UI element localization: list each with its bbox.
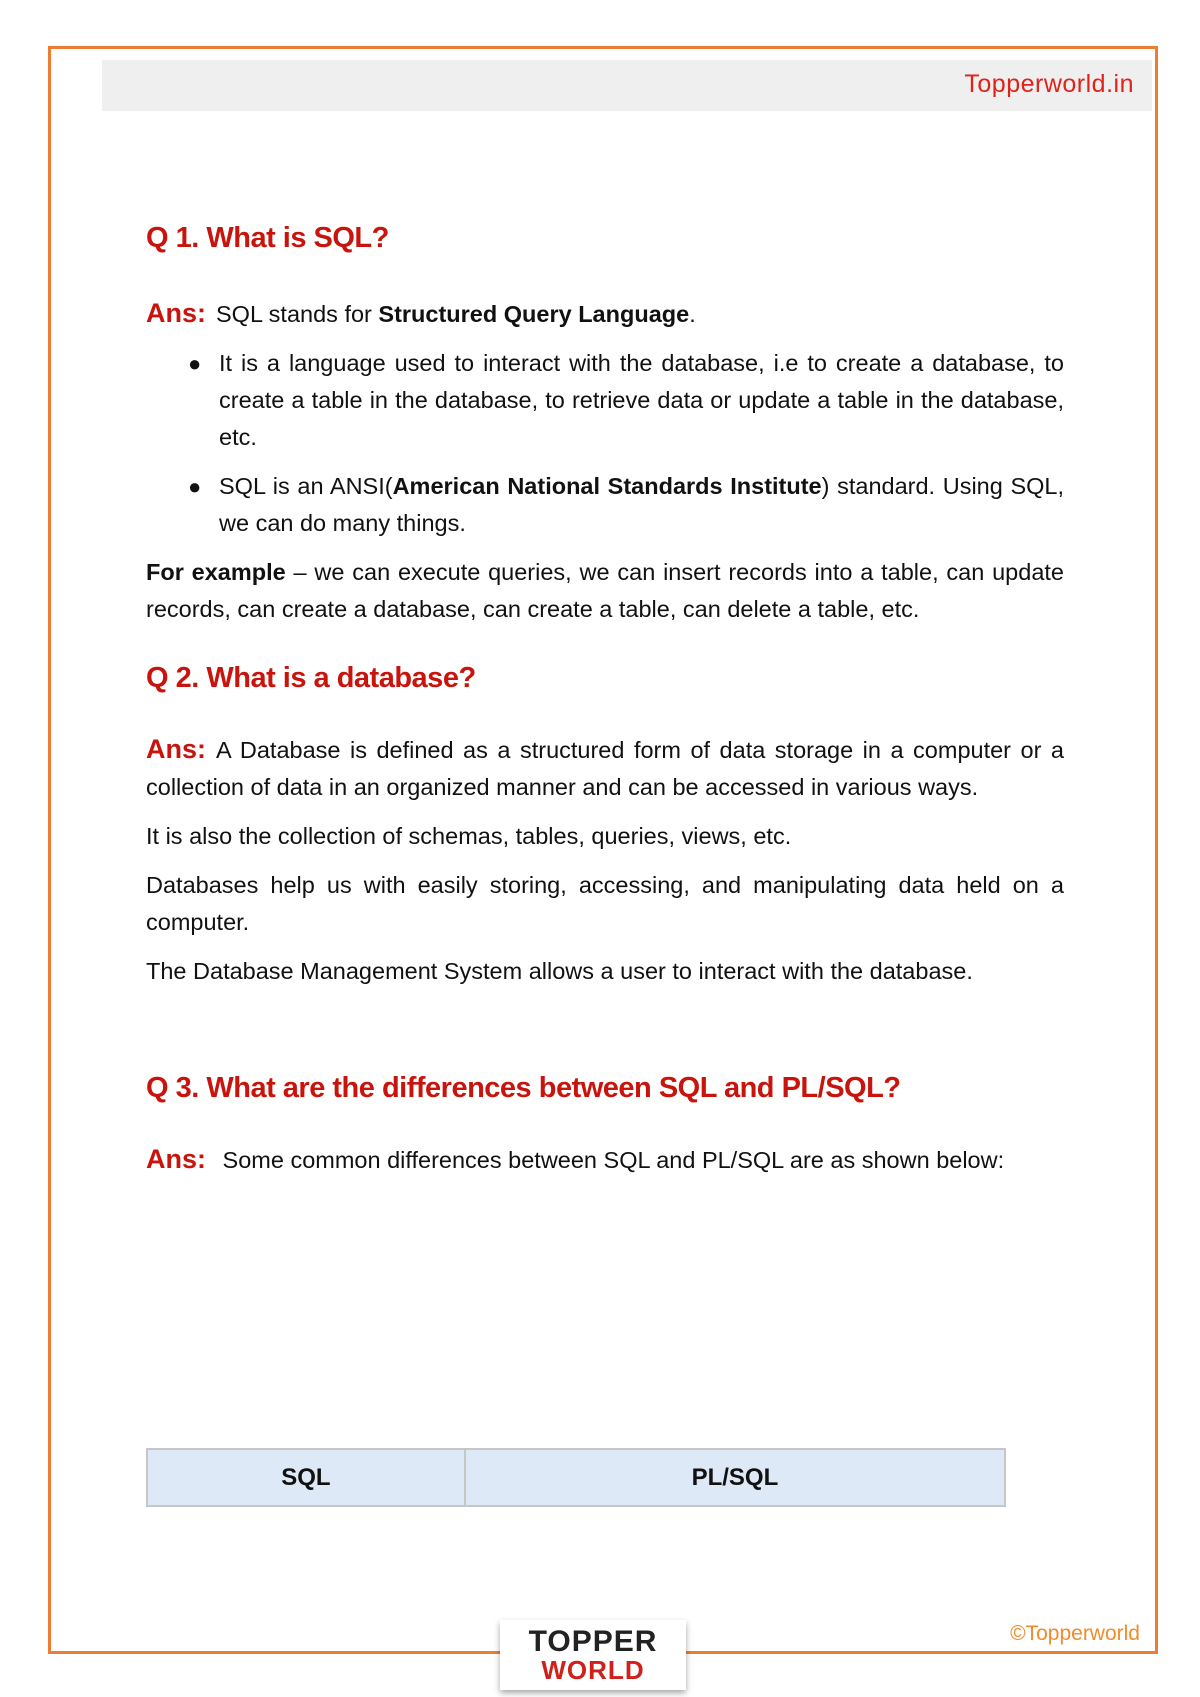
q1-example-text: – we can execute queries, we can insert records into a table, can update records, can create a database, can create a table, can delete a table, etc. bbox=[146, 559, 1064, 622]
table-header-plsql: PL/SQL bbox=[465, 1449, 1005, 1506]
q2-para-4: The Database Management System allows a user to interact with the database. bbox=[146, 958, 973, 984]
logo-bottom-text: WORLD bbox=[541, 1655, 645, 1685]
q3-ans-label: Ans: bbox=[146, 1144, 206, 1174]
q1-ans-label: Ans: bbox=[146, 298, 206, 328]
q3-answer bbox=[146, 1141, 1006, 1179]
q3-title: Q 3. What are the differences between SQL and PL/SQL? bbox=[146, 1072, 901, 1104]
q1-bullet-1-text: It is a language used to interact with the database, i.e to create a database, to create a table in the database, to retrieve data or update a table in the database, etc. bbox=[219, 350, 1064, 450]
comparison-table bbox=[146, 1448, 1006, 1507]
bullet-dot-icon: ● bbox=[188, 351, 202, 376]
q1-answer bbox=[146, 295, 1064, 333]
q1-bullet-1 bbox=[146, 345, 1064, 456]
q1-bullet-list bbox=[146, 345, 1064, 542]
q1-ans-bold: Structured Query Language bbox=[378, 301, 690, 327]
q1-bullet-2-pre: SQL is an ANSI( bbox=[219, 473, 393, 499]
copyright-text: ©Topperworld bbox=[1010, 1622, 1140, 1645]
q2-answer bbox=[146, 731, 1064, 806]
site-name: Topperworld.in bbox=[964, 70, 1134, 98]
q2-ans-label: Ans: bbox=[146, 734, 206, 764]
q1-title: Q 1. What is SQL? bbox=[146, 222, 389, 254]
q1-ans-pre: SQL stands for bbox=[216, 301, 379, 327]
q1-example-label: For example bbox=[146, 559, 286, 585]
logo-top-text: TOPPER bbox=[528, 1625, 658, 1658]
q2-ans-text: A Database is defined as a structured form of data storage in a computer or a collection of data in an organized manner and can be accessed in various ways. bbox=[146, 737, 1064, 800]
table-header-sql: SQL bbox=[147, 1449, 465, 1506]
q3-ans-text: Some common differences between SQL and PL/SQL are as shown below: bbox=[222, 1147, 1005, 1173]
table-header-row bbox=[147, 1449, 1005, 1506]
bullet-dot-icon: ● bbox=[188, 474, 202, 499]
q1-bullet-2 bbox=[146, 468, 1064, 542]
q1-example bbox=[146, 554, 1064, 628]
content bbox=[146, 222, 1064, 1179]
q1-bullet-2-post: ) standard. Using SQL, we can do many things. bbox=[219, 473, 1064, 536]
q2-para-3: Databases help us with easily storing, accessing, and manipulating data held on a computer. bbox=[146, 872, 1064, 935]
q1-ans-post: . bbox=[689, 301, 696, 327]
q1-bullet-2-bold: American National Standards Institute bbox=[392, 473, 822, 499]
q2-para-2: It is also the collection of schemas, tables, queries, views, etc. bbox=[146, 823, 792, 849]
topperworld-logo bbox=[500, 1620, 686, 1690]
q2-title: Q 2. What is a database? bbox=[146, 662, 476, 694]
